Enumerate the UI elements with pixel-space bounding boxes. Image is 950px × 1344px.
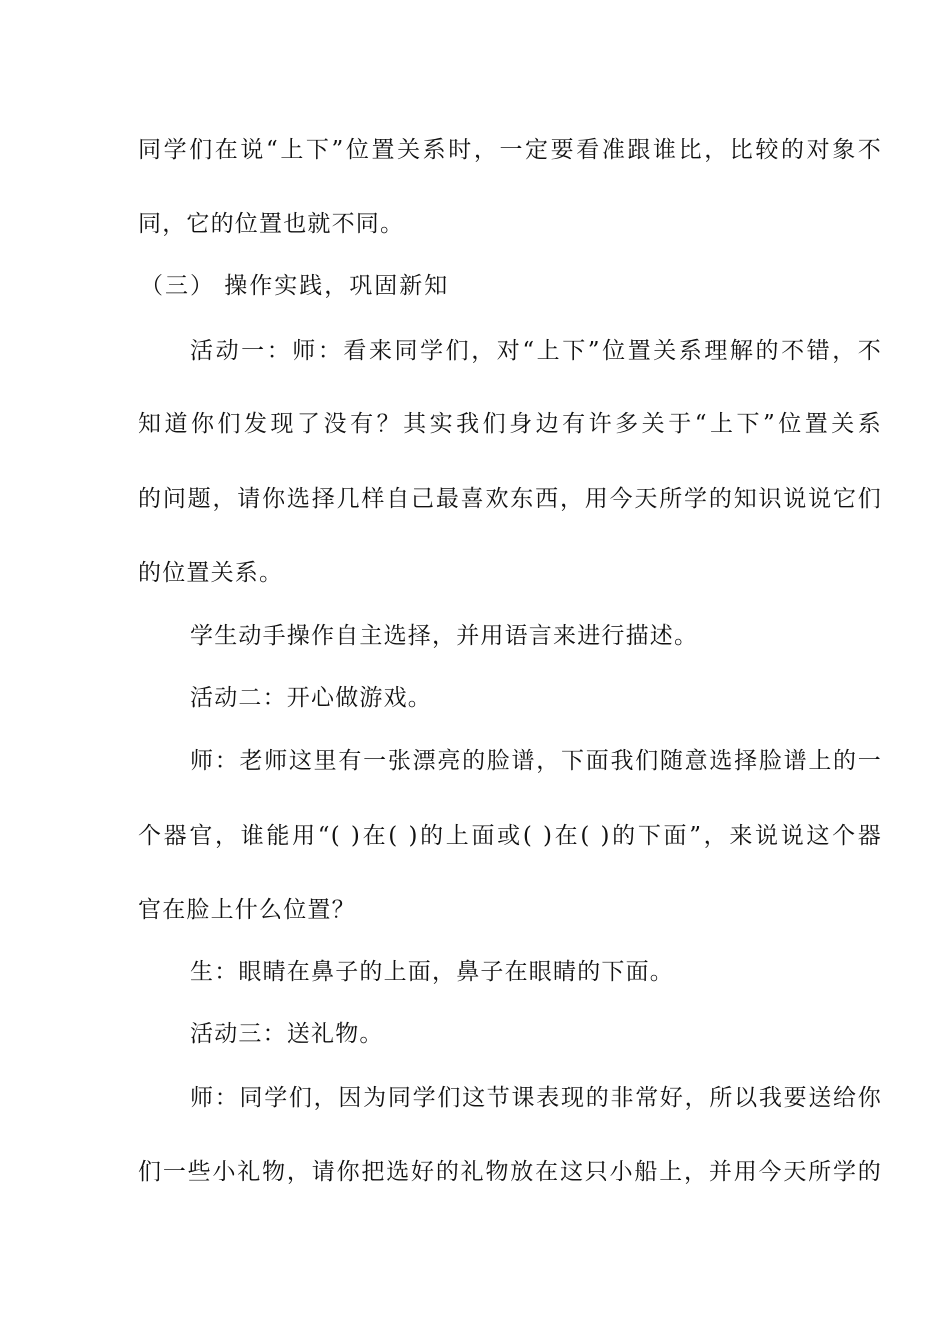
text-line: 的位置关系。 — [138, 560, 284, 586]
text-line: 活动二：开心做游戏。 — [190, 685, 432, 711]
text-line: 同，它的位置也就不同。 — [138, 211, 405, 237]
text-line: 知道你们发现了没有？其实我们身边有许多关于“上下”位置关系 — [138, 411, 882, 437]
text-line: 师：同学们，因为同学们这节课表现的非常好，所以我要送给你 — [190, 1085, 882, 1111]
text-line: 学生动手操作自主选择，并用语言来进行描述。 — [190, 623, 699, 649]
section-heading: （三） 操作实践，巩固新知 — [140, 273, 450, 299]
text-line: 师：老师这里有一张漂亮的脸谱，下面我们随意选择脸谱上的一 — [190, 748, 882, 774]
text-line: 活动三：送礼物。 — [190, 1021, 384, 1047]
text-line: 个器官，谁能用“( )在( )的上面或( )在( )的下面”，来说说这个器 — [138, 823, 882, 849]
text-line: 活动一：师：看来同学们，对“上下”位置关系理解的不错，不 — [190, 338, 882, 364]
text-line: 同学们在说“上下”位置关系时，一定要看准跟谁比，比较的对象不 — [138, 137, 882, 163]
text-line: 官在脸上什么位置？ — [138, 897, 356, 923]
text-line: 生：眼睛在鼻子的上面，鼻子在眼睛的下面。 — [190, 959, 674, 985]
text-line: 的问题，请你选择几样自己最喜欢东西，用今天所学的知识说说它们 — [138, 486, 882, 512]
text-line: 们一些小礼物，请你把选好的礼物放在这只小船上，并用今天所学的 — [138, 1159, 882, 1185]
